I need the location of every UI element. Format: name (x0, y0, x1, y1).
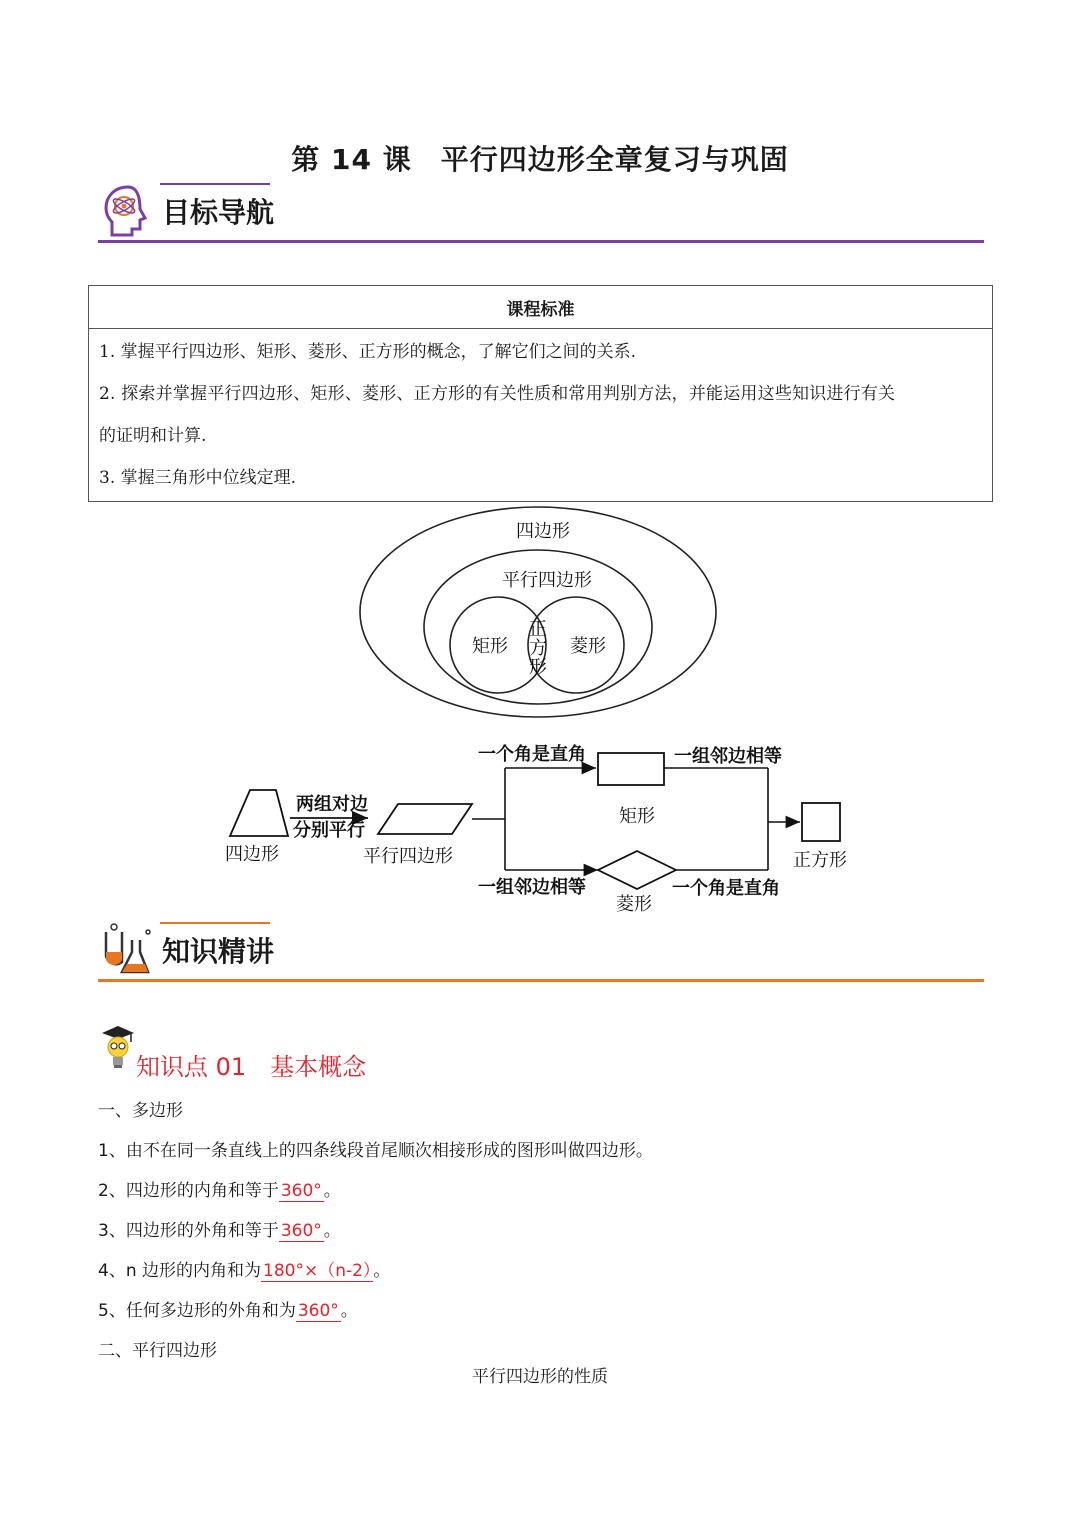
section-label: 知识精讲 (162, 935, 275, 968)
answer-blank: 360° (280, 1181, 322, 1201)
venn-right-label: 菱形 (570, 636, 606, 657)
heading-parallelogram: 二、平行四边形 (98, 1341, 217, 1361)
line-end: 。 (323, 1221, 341, 1241)
line-text: 5、任何多边形的外角和为 (98, 1301, 296, 1321)
quadrilateral-ellipse (360, 507, 716, 717)
section-topline (160, 183, 270, 185)
concept-line: 1、由不在同一条直线上的四条线段首尾顺次相接形成的图形叫做四边形。 (98, 1141, 653, 1161)
heading-polygon: 一、多边形 (98, 1101, 183, 1121)
brain-head-icon (98, 183, 156, 237)
lightbulb-scholar-icon (98, 1025, 138, 1075)
standard-item: 2. 探索并掌握平行四边形、矩形、菱形、正方形的有关性质和常用判别方法，并能运用这些知识进行有关 (99, 384, 896, 404)
course-standards-table (88, 285, 993, 502)
section-header-knowledge (98, 922, 984, 982)
parallelogram-ellipse (424, 550, 652, 704)
flow-rhombus-label: 菱形 (616, 894, 652, 915)
section-underline (98, 240, 984, 243)
concept-line (98, 1176, 341, 1201)
flow-para-label: 平行四边形 (363, 846, 453, 867)
rhombus-shape (598, 851, 676, 889)
standard-item: 的证明和计算. (99, 426, 207, 446)
venn-center-label: 方 (529, 638, 547, 659)
flow-lower-cond: 一组邻边相等 (478, 877, 586, 898)
line-end: 。 (340, 1301, 358, 1321)
section-label: 目标导航 (162, 196, 275, 229)
venn-outer-label: 四边形 (516, 521, 570, 542)
standards-body (89, 329, 993, 502)
flow-start-label: 四边形 (225, 844, 279, 865)
section-underline (98, 979, 984, 982)
line-end: 。 (323, 1181, 341, 1201)
concept-line (98, 1256, 390, 1281)
lab-flask-icon (98, 922, 156, 976)
answer-blank: 360° (280, 1221, 322, 1241)
flow-rect-label: 矩形 (619, 806, 655, 827)
venn-left-label: 矩形 (472, 636, 508, 657)
line-end: 。 (373, 1261, 391, 1281)
section-header-goals (98, 183, 984, 243)
rectangle-shape (598, 753, 664, 785)
flow-arrow1-bottom: 分别平行 (293, 820, 365, 841)
concept-line (98, 1296, 358, 1321)
flow-lower-cond2: 一个角是直角 (672, 878, 780, 899)
parallelogram-shape (378, 804, 472, 834)
flow-upper-cond: 一个角是直角 (478, 744, 586, 765)
flow-square-label: 正方形 (793, 850, 847, 871)
table-caption: 平行四边形的性质 (472, 1367, 608, 1387)
standard-item: 1. 掌握平行四边形、矩形、菱形、正方形的概念，了解它们之间的关系. (99, 342, 637, 362)
answer-blank: 180°×（n-2） (263, 1261, 372, 1281)
quadrilateral-shape (230, 790, 288, 836)
line-text: 4、n 边形的内角和为 (98, 1261, 261, 1281)
venn-middle-label: 平行四边形 (502, 570, 592, 591)
flow-upper-cond2: 一组邻边相等 (674, 746, 782, 767)
line-text: 3、四边形的外角和等于 (98, 1221, 279, 1241)
rhombus-circle (528, 597, 624, 693)
knowledge-point-title: 知识点 01 基本概念 (136, 1053, 367, 1081)
standards-header: 课程标准 (89, 286, 993, 329)
venn-center-label: 形 (529, 657, 547, 678)
answer-blank: 360° (297, 1301, 339, 1321)
square-shape (802, 803, 840, 841)
flow-arrow1-top: 两组对边 (296, 794, 368, 815)
standard-item: 3. 掌握三角形中位线定理. (99, 468, 297, 488)
line-text: 2、四边形的内角和等于 (98, 1181, 279, 1201)
section-topline (160, 922, 270, 924)
concept-line (98, 1216, 341, 1241)
venn-center-label: 正 (529, 619, 547, 640)
rectangle-circle (450, 597, 546, 693)
page-title: 第 14 课 平行四边形全章复习与巩固 (291, 143, 789, 176)
